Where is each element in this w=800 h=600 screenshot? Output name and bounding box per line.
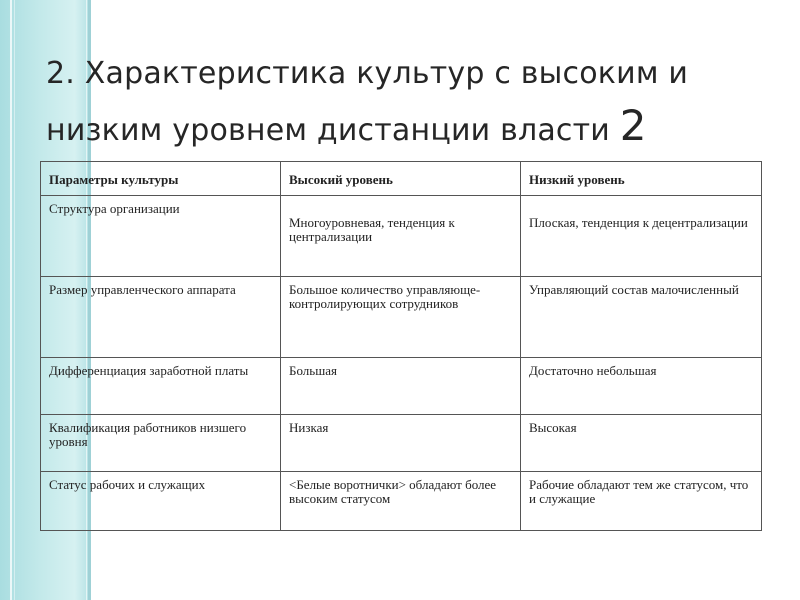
cell-low: Достаточно небольшая bbox=[521, 358, 762, 415]
cell-low: Высокая bbox=[521, 415, 762, 472]
cell-low: Рабочие обладают тем же статусом, что и служащие bbox=[521, 472, 762, 531]
cell-high bbox=[281, 196, 521, 277]
cell-parameter: Структура организации bbox=[41, 196, 281, 277]
table-row bbox=[41, 358, 762, 415]
band-stripe bbox=[14, 0, 15, 600]
cell-low: Управляющий состав малочисленный bbox=[521, 277, 762, 358]
cell-parameter: Статус рабочих и служащих bbox=[41, 472, 281, 531]
header-low-level: Низкий уровень bbox=[521, 162, 762, 196]
cell-high-text: Многоуровневая, тенденция к централизации bbox=[289, 215, 455, 244]
table-row bbox=[41, 472, 762, 531]
cell-high: Низкая bbox=[281, 415, 521, 472]
table-header-row bbox=[41, 162, 762, 196]
cell-low bbox=[521, 196, 762, 277]
slide-title-text: 2. Характеристика культур с высоким и низким уровнем дистанции власти bbox=[46, 56, 689, 148]
table-row bbox=[41, 415, 762, 472]
header-parameters: Параметры культуры bbox=[41, 162, 281, 196]
band-stripe bbox=[10, 0, 12, 600]
cell-high: Большое количество управляюще-контролирующих сотрудников bbox=[281, 277, 521, 358]
cell-low-text: Плоская, тенденция к децентрализации bbox=[529, 215, 748, 230]
header-high-level: Высокий уровень bbox=[281, 162, 521, 196]
comparison-table bbox=[40, 161, 762, 531]
cell-parameter: Квалификация работников низшего уровня bbox=[41, 415, 281, 472]
cell-parameter: Дифференциация заработной платы bbox=[41, 358, 281, 415]
table-row bbox=[41, 277, 762, 358]
cell-high: Большая bbox=[281, 358, 521, 415]
table-row bbox=[41, 196, 762, 277]
cell-high: <Белые воротнички> обладают более высоким статусом bbox=[281, 472, 521, 531]
cell-parameter: Размер управленческого аппарата bbox=[41, 277, 281, 358]
slide-title-suffix: 2 bbox=[619, 101, 647, 150]
slide-title bbox=[46, 48, 766, 157]
